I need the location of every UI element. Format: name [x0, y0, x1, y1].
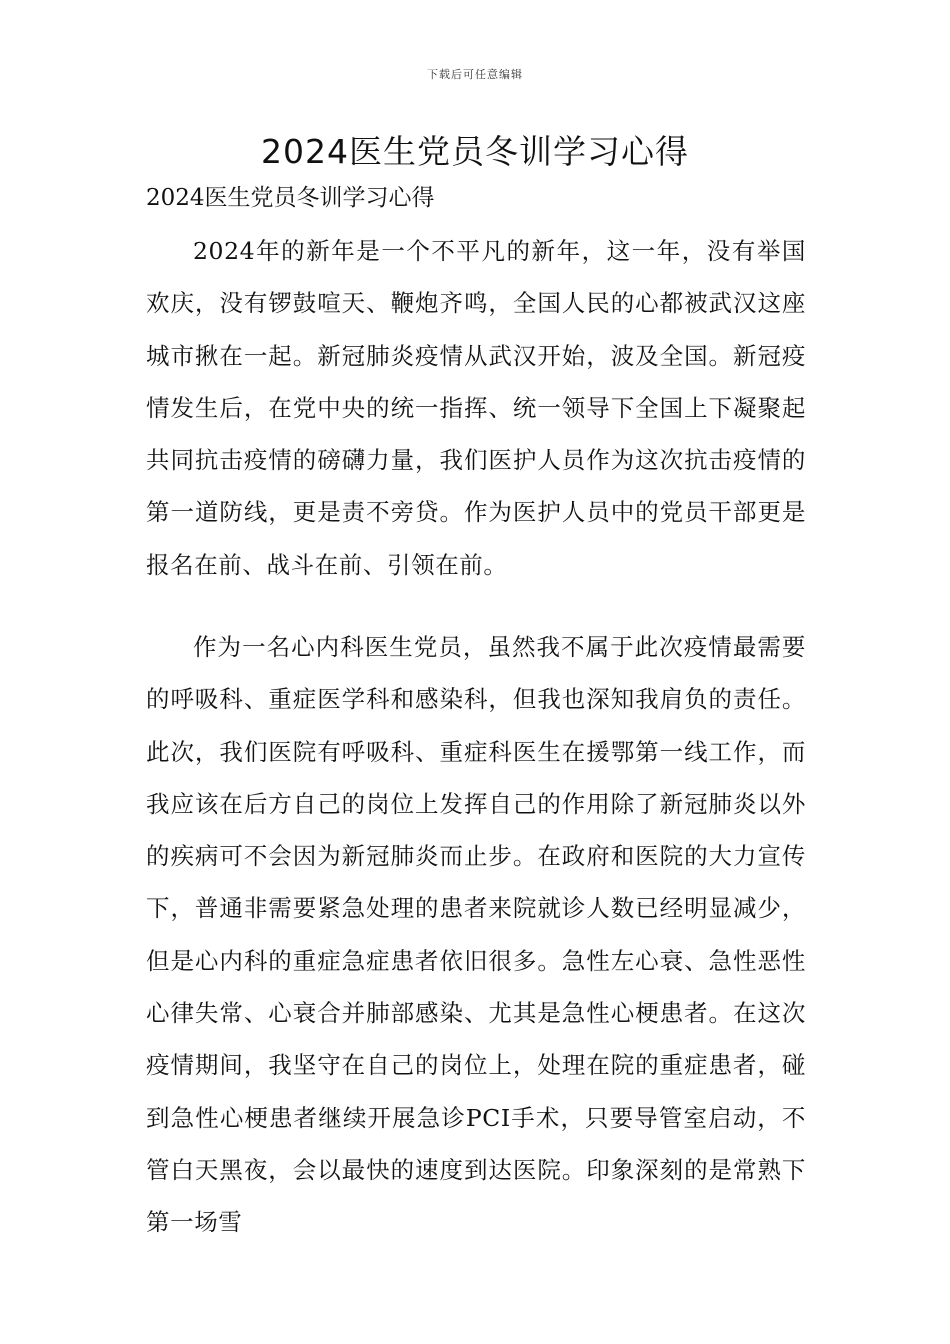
header-note: 下载后可任意编辑: [427, 68, 523, 81]
body-paragraph-1: 2024年的新年是一个不平凡的新年，这一年，没有举国欢庆，没有锣鼓喧天、鞭炮齐鸣，全国人民的心都被武汉这座城市揪在一起。新冠肺炎疫情从武汉开始，波及全国。新冠疫情发生后，在党中央的统一指挥、统一领导下全国上下凝聚起共同抗击疫情的磅礴力量，我们医护人员作为这次抗击疫情的第一道防线，更是责不旁贷。作为医护人员中的党员干部更是报名在前、战斗在前、引领在前。: [146, 237, 806, 579]
body-paragraph-2: 作为一名心内科医生党员，虽然我不属于此次疫情最需要的呼吸科、重症医学科和感染科，但我也深知我肩负的责任。此次，我们医院有呼吸科、重症科医生在援鄂第一线工作，而我应该在后方自己的岗位上发挥自己的作用除了新冠肺炎以外的疾病可不会因为新冠肺炎而止步。在政府和医院的大力宣传下，普通非需要紧急处理的患者来院就诊人数已经明显减少，但是心内科的重症急症患者依旧很多。急性左心衰、急性恶性心律失常、心衰合并肺部感染、尤其是急性心梗患者。在这次疫情期间，我坚守在自己的岗位上，处理在院的重症患者，碰到急性心梗患者继续开展急诊PCI手术，只要导管室启动，不管白天黑夜，会以最快的速度到达医院。印象深刻的是常熟下第一场雪: [146, 633, 806, 1237]
document-subtitle: 2024医生党员冬训学习心得: [146, 185, 435, 211]
document-title: 2024医生党员冬训学习心得: [261, 132, 689, 171]
